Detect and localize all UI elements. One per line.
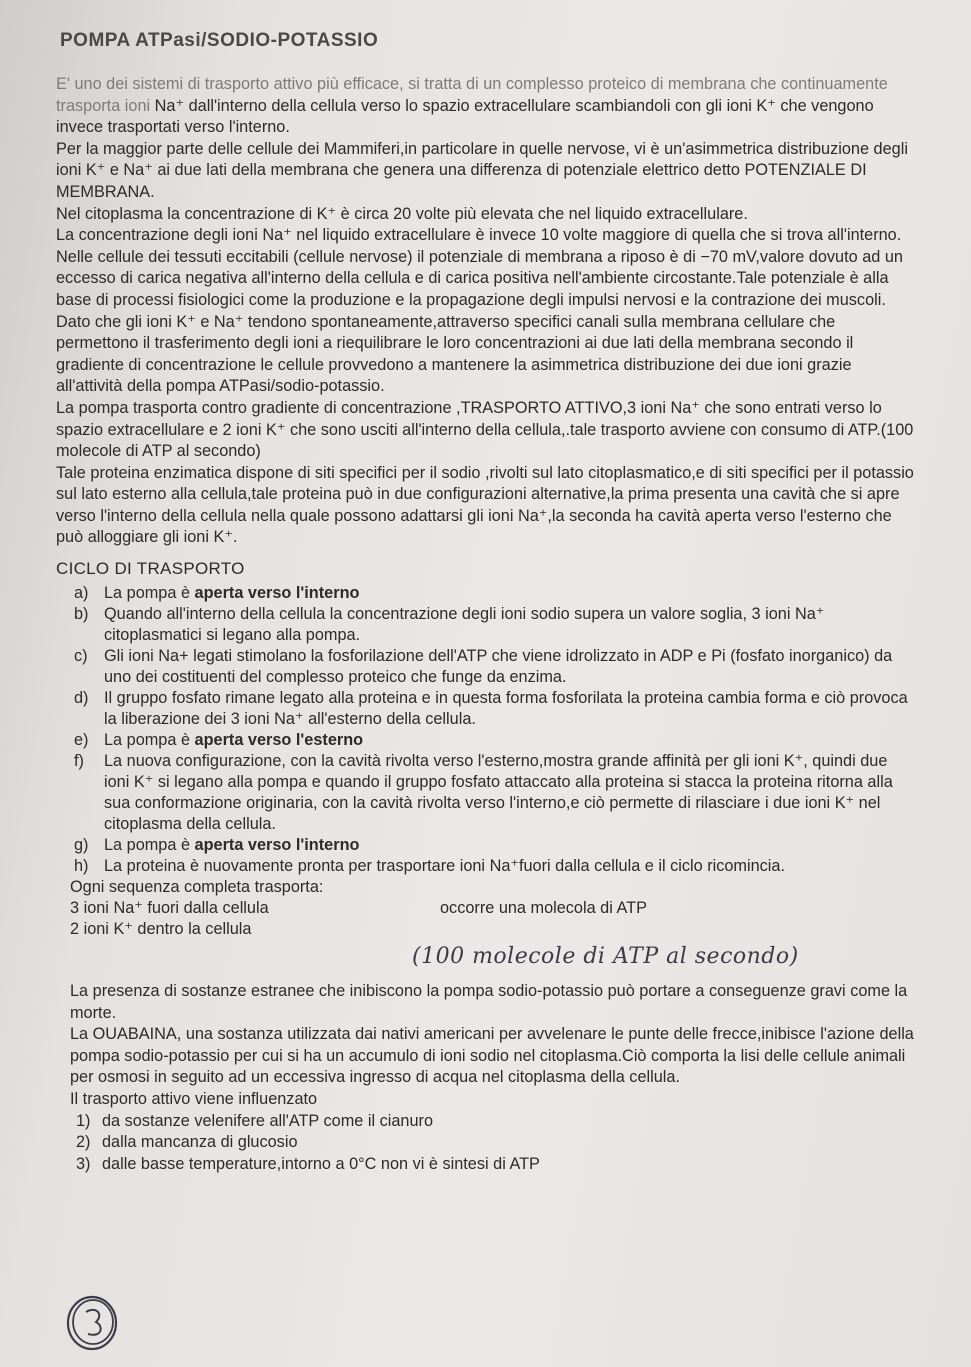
cycle-step-h: h) La proteina è nuovamente pronta per trasportare ioni Na⁺fuori dalla cellula e il ciclo ricomincia. xyxy=(74,857,786,876)
intro-paragraph-4: La concentrazione degli ioni Na⁺ nel liquido extracellulare è invece 10 volte maggiore di quella che si trova all'interno. xyxy=(56,226,902,245)
tail-section xyxy=(56,981,915,1175)
intro-paragraph-3: Nel citoplasma la concentrazione di K⁺ è circa 20 volte più elevata che nel liquido extracellulare. xyxy=(56,204,748,223)
cycle-step-a: a) La pompa è aperta verso l'interno xyxy=(74,584,360,603)
intro-paragraph-5: Nelle cellule dei tessuti eccitabili (cellule nervose) il potenziale di membrana a riposo è di −70 mV,valore dovuto ad un eccesso di carica negativa all'interno della cellula e di carica positiva nell'ambiente circostante.Tale potenziale è alla base di processi fisiologici come la produzione e la propagazione degli impulsi nervosi e la contrazione dei muscoli. xyxy=(56,247,903,309)
cycle-step-c: c) Gli ioni Na+ legati stimolano la fosforilazione dell'ATP che viene idrolizzato in ADP e Pi (fosfato inorganico) da uno dei costituenti del complesso proteico che funge da enzima. xyxy=(74,647,893,687)
intro-paragraph-6: Dato che gli ioni K⁺ e Na⁺ tendono spontaneamente,attraverso specifici canali sulla membrana cellulare che permettono il trasferimento degli ioni a riequilibrare le loro concentrazioni ai due lati della membrana secondo il gradiente di concentrazione le cellule provvedono a mantenere la asimmetrica distribuzione dei due ioni grazie all'attività della pompa ATPasi/sodio-potassio. xyxy=(56,312,854,396)
cycle-title: CICLO DI TRASPORTO xyxy=(56,559,245,579)
summary-k-in: 2 ioni K⁺ dentro la cellula xyxy=(70,920,252,939)
summary-na-out: 3 ioni Na⁺ fuori dalla cellula xyxy=(70,899,269,918)
influence-item-2: 2) dalla mancanza di glucosio xyxy=(76,1133,298,1152)
summary-atp: occorre una molecola di ATP xyxy=(440,899,647,918)
tail-paragraph-2: La OUABAINA, una sostanza utilizzata dai nativi americani per avvelenare le punte delle frecce,inibisce l'azione della pompa sodio-potassio per cui si ha un accumulo di ioni sodio nel citoplasma.Ciò comporta la lisi delle cellule animali per osmosi in seguito ad un eccessiva ingresso di acqua nel citoplasma della cellula. xyxy=(70,1025,914,1087)
intro-paragraph-7: La pompa trasporta contro gradiente di concentrazione ,TRASPORTO ATTIVO,3 ioni Na⁺ che sono entrati verso lo spazio extracellulare e 2 ioni K⁺ che sono usciti all'interno della cellula,.tale trasporto avviene con consumo di ATP.(100 molecole di ATP al secondo) xyxy=(56,398,914,461)
cycle-step-e: e) La pompa è aperta verso l'esterno xyxy=(74,731,364,750)
intro-paragraph-2: Per la maggior parte delle cellule dei Mammiferi,in particolare in quelle nervose, vi è un'asimmetrica distribuzione degli ioni K⁺ e Na⁺ ai due lati della membrana che genera una differenza di potenziale elettrico detto POTENZIALE DI MEMBRANA. xyxy=(56,139,908,201)
summary-row-2 xyxy=(70,919,915,940)
cycle-step-b: b) Quando all'interno della cellula la concentrazione degli ioni sodio supera un valore soglia, 3 ioni Na⁺ citoplasmatici si legano alla pompa. xyxy=(74,605,825,645)
influence-item-1: 1) da sostanze velenifere all'ATP come il cianuro xyxy=(76,1111,434,1130)
cycle-list xyxy=(56,583,915,877)
intro-section xyxy=(56,74,915,549)
handwritten-note: (100 molecole di ATP al secondo) xyxy=(412,944,799,970)
intro-paragraph-1 xyxy=(56,74,915,139)
summary-row-1 xyxy=(70,898,915,919)
summary-lead: Ogni sequenza completa trasporta: xyxy=(70,878,324,897)
handwritten-circle-mark xyxy=(62,1292,124,1354)
cycle-step-g: g) La pompa è aperta verso l'interno xyxy=(74,836,360,855)
summary-section xyxy=(56,877,915,940)
intro-p1-faded: E' uno dei sistemi di trasporto attivo più efficace, si tratta di un complesso proteico di membrana che continuamente trasporta ioni xyxy=(56,75,888,115)
cycle-step-d: d) Il gruppo fosfato rimane legato alla proteina e in questa forma fosforilata la proteina cambia forma e ciò provoca la liberazione dei 3 ioni Na⁺ all'esterno della cellula. xyxy=(74,689,908,729)
tail-paragraph-3: Il trasporto attivo viene influenzato xyxy=(70,1090,318,1109)
page-title: POMPA ATPasi/SODIO-POTASSIO xyxy=(60,30,379,51)
intro-p1-na: Na xyxy=(154,96,176,115)
tail-paragraph-1: La presenza di sostanze estranee che inibiscono la pompa sodio-potassio può portare a conseguenze gravi come la morte. xyxy=(70,982,908,1022)
intro-paragraph-8: Tale proteina enzimatica dispone di siti specifici per il sodio ,rivolti sul lato citoplasmatico,e di siti specifici per il potassio sul lato esterno alla cellula,tale proteina può in due configurazioni alternative,la prima presenta una cavità che si apre verso l'interno della cellula nella quale possono adattarsi gli ioni Na⁺,la seconda ha cavità aperta verso l'esterno che può alloggiare gli ioni K⁺. xyxy=(56,463,914,547)
cycle-step-f: f) La nuova configurazione, con la cavità rivolta verso l'esterno,mostra grande affinità per gli ioni K⁺, quindi due ioni K⁺ si legano alla pompa e quando il gruppo fosfato attaccato alla proteina si stacca la proteina ritorna alla sua conformazione originaria, con la cavità rivolta verso l'interno,e ciò permette di rilasciare i due ioni K⁺ nel citoplasma della cellula. xyxy=(74,752,893,834)
intro-p1-rest: ⁺ dall'interno della cellula verso lo spazio extracellulare scambiandoli con gli ioni K⁺ che vengono invece trasportati verso l'interno. xyxy=(56,96,874,137)
influence-list xyxy=(70,1111,915,1176)
influence-item-3: 3) dalle basse temperature,intorno a 0°C non vi è sintesi di ATP xyxy=(76,1154,540,1173)
